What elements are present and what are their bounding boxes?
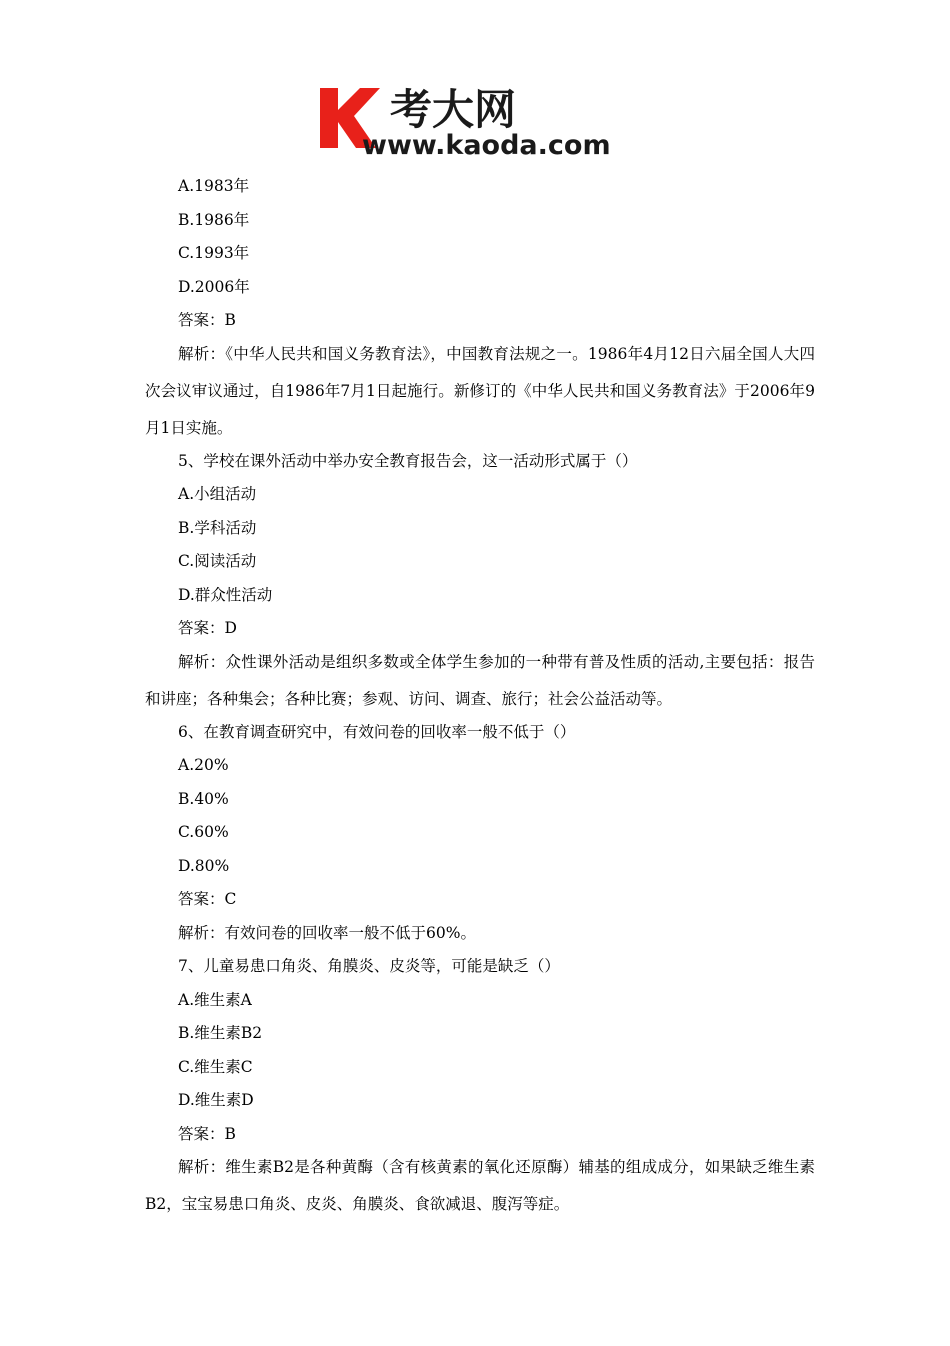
kaoda-logo-graphic (316, 80, 641, 158)
q5-analysis: 解析：众性课外活动是组织多数或全体学生参加的一种带有普及性质的活动,主要包括：报告和讲座；各种集会；各种比赛；参观、访问、调查、旅行；社会公益活动等。 (145, 652, 815, 708)
kaoda-logo (316, 80, 641, 158)
q7-question: 7、儿童易患口角炎、角膜炎、皮炎等，可能是缺乏（） (178, 957, 560, 975)
q6-option-d: D.80% (178, 856, 230, 875)
q6-option-b: B.40% (178, 789, 229, 808)
q7-option-b: B.维生素B2 (178, 1024, 263, 1042)
q4-option-a: A.1983年 (178, 177, 250, 195)
q4-answer: 答案：B (178, 311, 236, 329)
q4-option-c: C.1993年 (178, 244, 250, 262)
q7-answer: 答案：B (178, 1124, 236, 1143)
q6-analysis: 解析：有效问卷的回收率一般不低于60%。 (178, 923, 476, 942)
logo-url-text: www.kaoda.com (362, 130, 611, 158)
q7-option-c: C.维生素C (178, 1057, 253, 1076)
q6-answer: 答案：C (178, 890, 237, 908)
q7-option-a: A.维生素A (178, 990, 252, 1009)
q6-option-c: C.60% (178, 823, 229, 841)
q5-option-c: C.阅读活动 (178, 552, 257, 570)
q5-option-d: D.群众性活动 (178, 585, 273, 604)
q4-option-b: B.1986年 (178, 210, 250, 229)
q6-option-a: A.20% (178, 756, 229, 774)
q6-question: 6、在教育调查研究中，有效问卷的回收率一般不低于（） (178, 722, 576, 741)
q4-analysis: 解析：《中华人民共和国义务教育法》，中国教育法规之一。1986年4月12日六届全国人大四次会议审议通过，自1986年7月1日起施行。新修订的《中华人民共和国义务教育法》于2006年9月1日实施。 (145, 344, 815, 437)
document-body (145, 170, 815, 1221)
q5-answer: 答案：D (178, 619, 237, 637)
q5-question: 5、学校在课外活动中举办安全教育报告会，这一活动形式属于（） (178, 451, 638, 470)
q7-option-d: D.维生素D (178, 1091, 254, 1109)
q5-option-a: A.小组活动 (178, 485, 257, 503)
q4-option-d: D.2006年 (178, 277, 250, 296)
q7-analysis: 解析：维生素B2是各种黄酶（含有核黄素的氧化还原酶）辅基的组成成分，如果缺乏维生素B2，宝宝易患口角炎、皮炎、角膜炎、食欲减退、腹泻等症。 (145, 1158, 815, 1213)
logo-chinese-text: 考大网 (390, 85, 517, 134)
q5-option-b: B.学科活动 (178, 518, 257, 537)
